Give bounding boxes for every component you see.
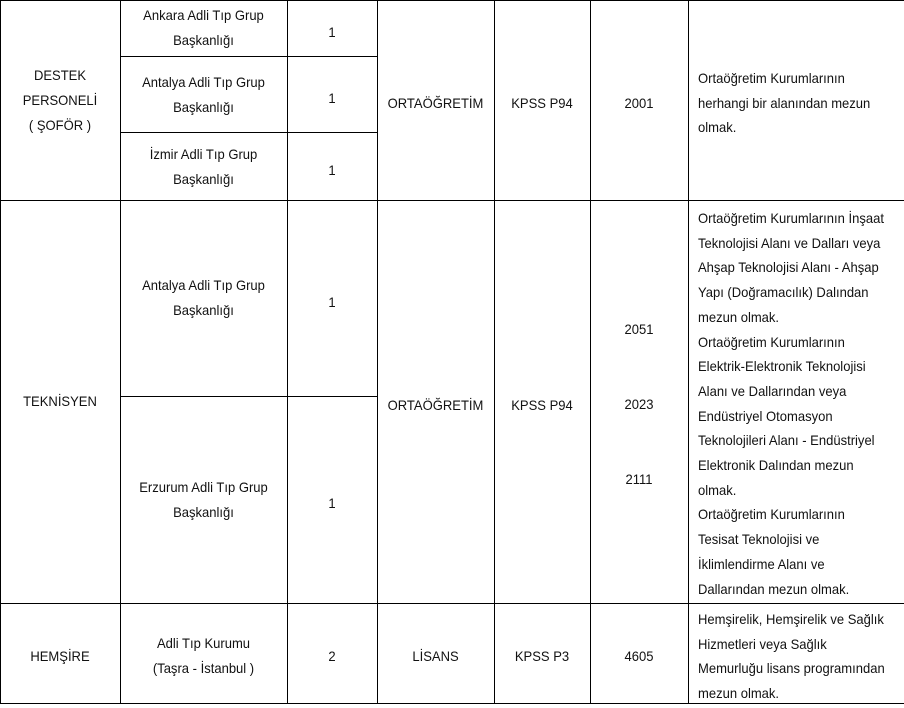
- requirement-line: Ortaöğretim Kurumlarının İnşaat: [698, 210, 884, 226]
- requirement-text: [698, 206, 893, 601]
- column-divider: [494, 0, 495, 704]
- column-divider: [0, 0, 1, 704]
- unit-name: [126, 200, 281, 396]
- qualification-code: 2023: [624, 396, 654, 412]
- unit-name-line: İzmir Adli Tıp Grup: [149, 145, 258, 162]
- position-title: [4, 0, 116, 200]
- requirement-line: olmak.: [698, 119, 737, 136]
- position-title-line: ( ŞOFÖR ): [28, 116, 92, 133]
- requirement-line: Ortaöğretim Kurumlarının: [698, 70, 845, 86]
- requirement-line: Endüstriyel Otomasyon: [698, 407, 833, 424]
- requirement-line: Ortaöğretim Kurumlarının: [698, 333, 845, 350]
- requirement-line: Memurluğu lisans programından: [698, 660, 885, 677]
- requirement-line: Teknolojileri Alanı - Endüstriyel: [698, 432, 875, 449]
- column-divider: [120, 0, 121, 704]
- position-title-line: PERSONELİ: [22, 91, 98, 108]
- requirement-line: Elektrik-Elektronik Teknolojisi: [698, 358, 866, 375]
- requirement-line: Yapı (Doğramacılık) Dalından: [698, 284, 869, 301]
- requirement-line: Elektronik Dalından mezun: [698, 457, 854, 474]
- unit-name: [126, 397, 281, 603]
- position-title: TEKNİSYEN: [23, 393, 97, 409]
- position-count: 1: [328, 494, 336, 511]
- unit-name-line: Başkanlığı: [173, 170, 234, 187]
- qualification-code: 2001: [624, 94, 654, 111]
- position-count: 1: [328, 293, 336, 310]
- position-count: 1: [328, 162, 336, 178]
- requirement-line: mezun olmak.: [698, 308, 780, 325]
- requirement-line: Alanı ve Dallarından veya: [698, 382, 847, 399]
- unit-name: [126, 0, 281, 56]
- kpss-type: KPSS P94: [511, 397, 573, 413]
- unit-name-line: (Taşra - İstanbul ): [152, 660, 255, 676]
- requirement-line: Dallarından mezun olmak.: [698, 580, 850, 597]
- requirement-line: olmak.: [698, 481, 737, 498]
- unit-name-line: Erzurum Adli Tıp Grup: [139, 479, 268, 495]
- qualification-code: 2051: [624, 321, 654, 337]
- unit-name-line: Başkanlığı: [173, 32, 234, 48]
- position-title-line: DESTEK: [33, 66, 87, 83]
- position-count: 1: [328, 23, 336, 40]
- requirement-line: İklimlendirme Alanı ve: [698, 555, 825, 572]
- position-title: HEMŞİRE: [30, 647, 90, 664]
- requirement-line: herhangi bir alanından mezun: [698, 94, 871, 111]
- requirement-line: Hemşirelik, Hemşirelik ve Sağlık: [698, 611, 884, 627]
- column-divider: [377, 0, 378, 704]
- column-divider: [688, 0, 689, 704]
- unit-name: [126, 133, 281, 200]
- column-divider: [287, 0, 288, 704]
- unit-name-line: Antalya Adli Tıp Grup: [142, 277, 265, 293]
- unit-name-line: Antalya Adli Tıp Grup: [142, 73, 265, 90]
- unit-name-line: Başkanlığı: [173, 302, 234, 318]
- column-divider: [590, 0, 591, 704]
- unit-name: [126, 57, 281, 132]
- requirement-line: Ortaöğretim Kurumlarının: [698, 506, 845, 523]
- unit-name-line: Başkanlığı: [173, 98, 234, 115]
- requirement-line: Teknolojisi Alanı ve Dalları veya: [698, 234, 881, 251]
- requirement-line: mezun olmak.: [698, 685, 780, 702]
- education-level: ORTAÖĞRETİM: [387, 94, 484, 111]
- unit-name-line: Adli Tıp Kurumu: [156, 635, 251, 651]
- position-count: 1: [328, 90, 336, 106]
- requirement-line: Ahşap Teknolojisi Alanı - Ahşap: [698, 259, 879, 276]
- kpss-type: KPSS P94: [511, 94, 573, 111]
- unit-name-line: Başkanlığı: [173, 504, 234, 520]
- qualification-code: 4605: [624, 647, 654, 664]
- position-count: 2: [328, 647, 336, 664]
- requirement-line: Hizmetleri veya Sağlık: [698, 635, 827, 652]
- requirement-text: [698, 66, 893, 140]
- qualification-code: 2111: [625, 471, 653, 487]
- kpss-type: KPSS P3: [514, 647, 570, 664]
- unit-name-line: Ankara Adli Tıp Grup: [143, 7, 264, 23]
- unit-name: [126, 604, 281, 708]
- education-level: LİSANS: [412, 647, 459, 664]
- requirement-text: [698, 607, 893, 706]
- education-level: ORTAÖĞRETİM: [387, 397, 484, 413]
- requirement-line: Tesisat Teknolojisi ve: [698, 531, 820, 548]
